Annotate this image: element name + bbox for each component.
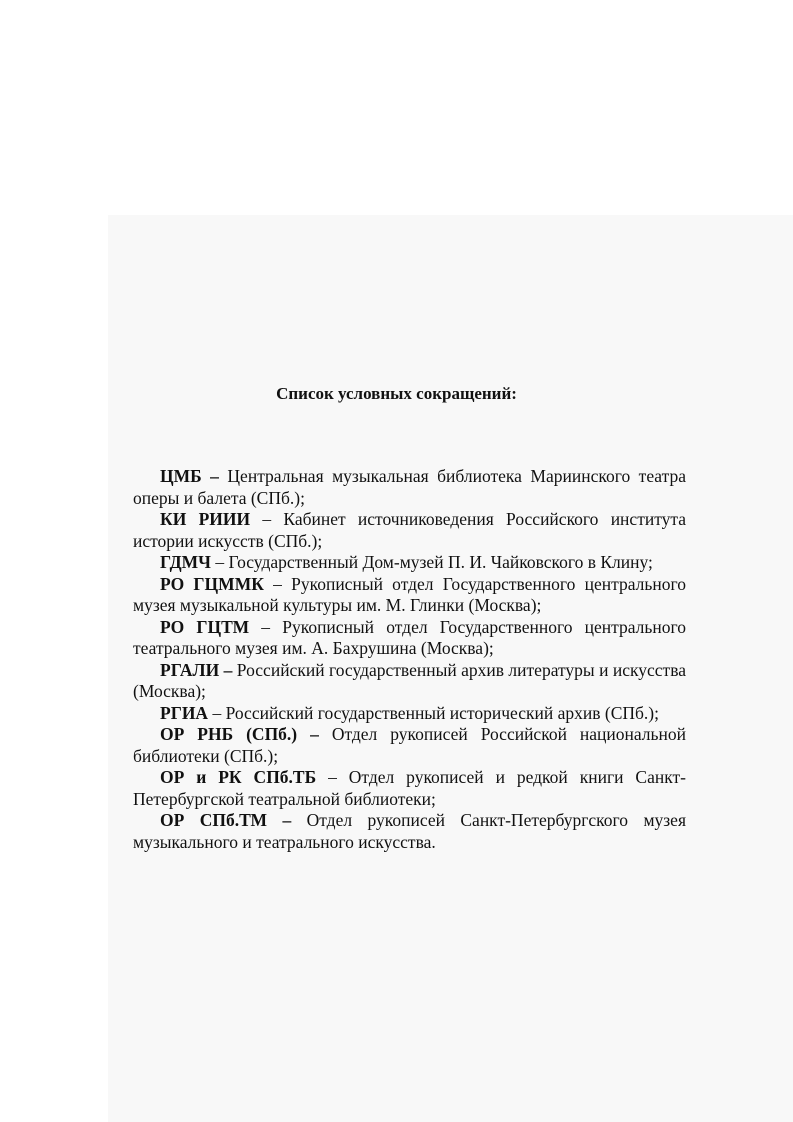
abbreviation-definition: Российский государственный архив литературы и искусства (Москва); (133, 659, 687, 701)
abbreviation-term: РГИА (160, 702, 209, 723)
abbreviation-definition: – Российский государственный исторический архив (СПб.); (208, 702, 659, 723)
abbreviation-definition: – Кабинет источниковедения Российского института истории искусств (СПб.); (133, 509, 686, 551)
list-item (133, 660, 686, 703)
abbreviation-definition: – Отдел рукописей и редкой книги Санкт-Петербургской театральной библиотеки; (133, 767, 686, 809)
abbreviation-term: ОР и РК СПб.ТБ (160, 767, 317, 787)
abbreviation-definition: Центральная музыкальная библиотека Мариинского театра оперы и балета (СПб.); (133, 466, 686, 508)
abbreviation-term: ГДМЧ (160, 552, 211, 572)
abbreviation-term: ОР РНБ (СПб.) – (160, 724, 319, 744)
list-item (133, 703, 686, 725)
abbreviation-term: РГАЛИ – (160, 659, 233, 680)
list-item (133, 767, 686, 810)
list-item (133, 466, 686, 509)
abbreviation-term: ЦМБ – (160, 466, 219, 486)
abbreviation-definition: Отдел рукописей Санкт-Петербургского музея музыкального и театрального искусства. (133, 810, 687, 852)
abbreviation-definition: Отдел рукописей Российской национальной библиотеки (СПб.); (133, 724, 686, 766)
list-item (133, 509, 686, 552)
abbreviation-term: РО ГЦММК (160, 573, 264, 594)
list-item (133, 617, 686, 660)
abbreviation-definition: – Государственный Дом-музей П. И. Чайковского в Клину; (211, 552, 653, 572)
list-item (133, 724, 686, 767)
abbreviation-definition: – Рукописный отдел Государственного центрального музея музыкальной культуры им. М. Глинки (Москва); (133, 573, 686, 615)
abbreviation-term: КИ РИИИ (160, 509, 251, 529)
abbreviation-term: ОР СПб.ТМ – (160, 810, 292, 830)
list-item (133, 574, 686, 617)
list-item (133, 552, 686, 574)
abbreviation-definition: – Рукописный отдел Государственного центрального театрального музея им. А. Бахрушина (Москва); (133, 616, 686, 658)
list-item (133, 810, 686, 853)
abbreviation-list (133, 466, 686, 853)
page-title: Список условных сокращений: (276, 384, 517, 403)
abbreviation-term: РО ГЦТМ (160, 616, 250, 637)
